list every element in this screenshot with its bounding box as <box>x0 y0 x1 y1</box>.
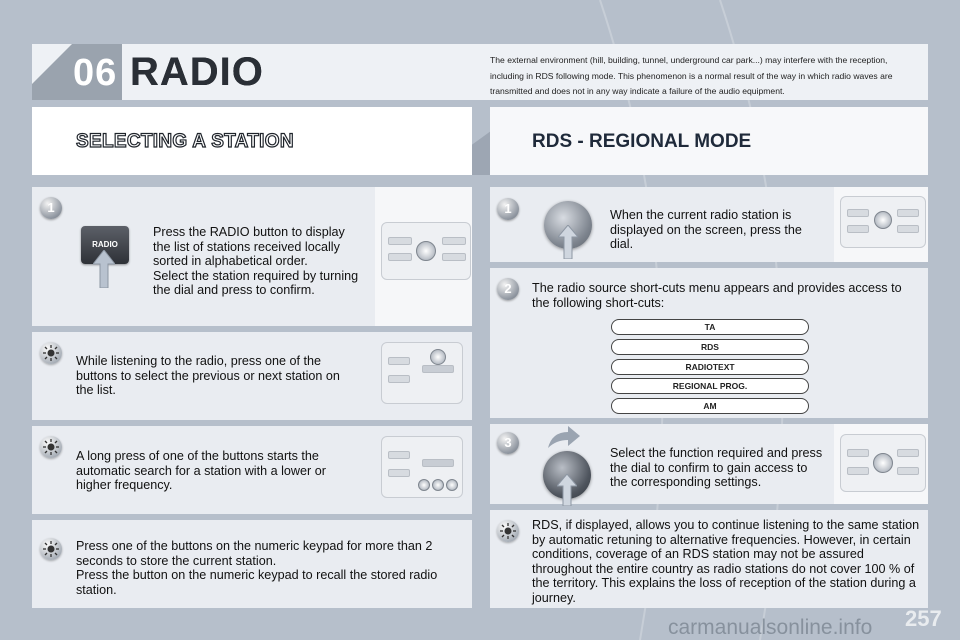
console-illustration <box>381 342 463 404</box>
console-illustration <box>381 436 463 498</box>
lightbulb-icon <box>43 439 59 455</box>
right-step1-text: When the current radio station is displayed on the screen, press the dial. <box>610 208 802 252</box>
chapter-number: 06 <box>73 52 118 94</box>
page-number: 257 <box>905 606 942 631</box>
step-badge: 2 <box>497 278 519 300</box>
right-step2-text: The radio source short-cuts menu appears and provides access to the following short-cuts: <box>532 281 902 310</box>
console-illustration <box>381 222 471 280</box>
watermark: carmanualsonline.info <box>668 616 873 639</box>
chapter-title: RADIO <box>130 50 264 94</box>
shortcut-ta: TA <box>611 319 809 335</box>
tip3-text: Press one of the buttons on the numeric keypad for more than 2 seconds to store the current station. Press the button on the numeric keypad to recall the stored radio station. <box>76 539 438 597</box>
shortcut-rds: RDS <box>611 339 809 355</box>
right-section-title: RDS - REGIONAL MODE <box>532 131 752 152</box>
step-badge: 1 <box>40 197 62 219</box>
interference-notice: The external environment (hill, building, tunnel, underground car park...) may interfere with the reception, including in RDS following mode. This phenomenon is a normal result of the way in which radio waves are transmitted and does not in any way indicate a failure of the audio equipment. <box>490 55 893 96</box>
right-tip-text: RDS, if displayed, allows you to continue listening to the same station by automatic retuning to alternative frequencies. However, in certain conditions, coverage of an RDS station may not be assured throughout the entire country as radio stations do not cover 100 % of the territory. This explains the loss of reception of the station during a journey. <box>532 518 920 605</box>
tip1-text: While listening to the radio, press one of the buttons to select the previous or next station on the list. <box>76 354 340 398</box>
press-arrow-icon <box>557 474 577 506</box>
lightbulb-icon <box>43 345 59 361</box>
shortcut-radiotext: RADIOTEXT <box>611 359 809 375</box>
shortcut-am: AM <box>611 398 809 414</box>
shortcut-regional-prog: REGIONAL PROG. <box>611 378 809 394</box>
tip-badge <box>40 538 62 560</box>
tip-badge <box>40 342 62 364</box>
console-illustration <box>840 434 926 492</box>
rotate-arrow-icon <box>546 424 582 450</box>
radio-button-illustration: RADIO <box>81 226 129 264</box>
press-arrow-icon <box>93 250 115 288</box>
tip2-text: A long press of one of the buttons starts the automatic search for a station with a lower or higher frequency. <box>76 449 326 493</box>
lightbulb-icon <box>500 523 516 539</box>
tip-badge <box>497 520 519 542</box>
press-arrow-icon <box>558 225 578 259</box>
lightbulb-icon <box>43 541 59 557</box>
left-section-title: SELECTING A STATION <box>76 131 294 152</box>
console-illustration <box>840 196 926 248</box>
tip-badge <box>40 436 62 458</box>
step-badge: 3 <box>497 432 519 454</box>
step-badge: 1 <box>497 198 519 220</box>
right-step3-text: Select the function required and press the dial to confirm to gain access to the corresponding settings. <box>610 446 823 490</box>
left-step1-text: Press the RADIO button to display the list of stations received locally sorted in alphabetical order. Select the station required by turning the dial and press to confirm. <box>153 225 359 298</box>
